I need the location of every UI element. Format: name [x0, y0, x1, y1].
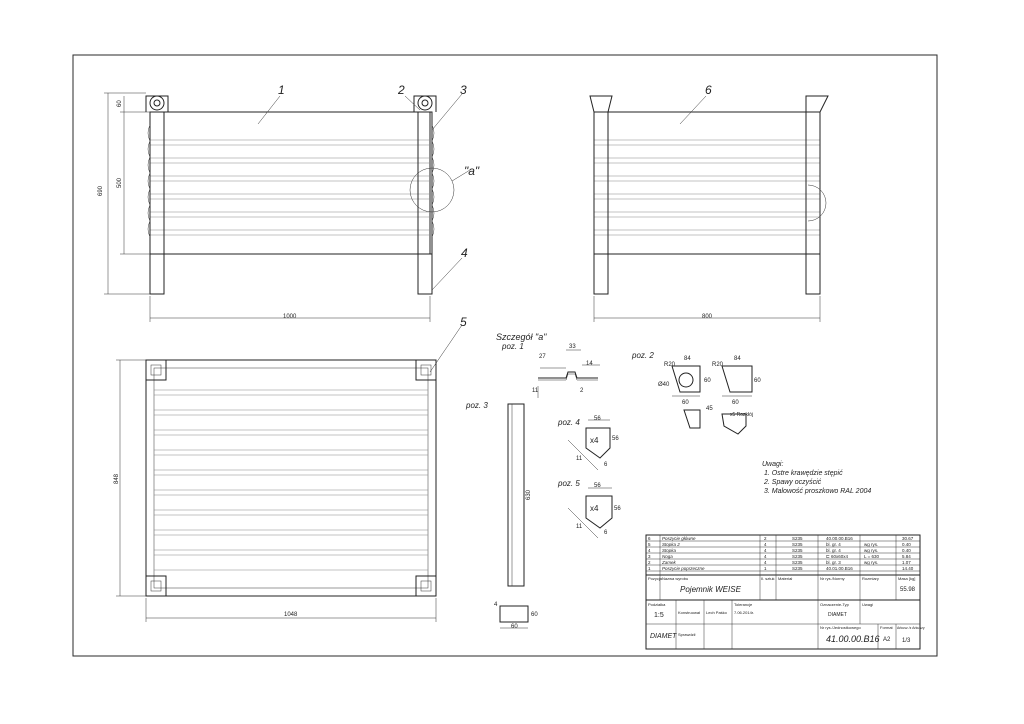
label-details-p5_56b: 56 — [614, 506, 621, 512]
label-titleblock-uwagi: Uwagi — [862, 602, 874, 607]
bom-cell-poz: 4 — [648, 548, 651, 553]
sheet-number: 1/3 — [902, 638, 911, 644]
bom-cell-poz: 2 — [648, 560, 651, 565]
label-titleblock-date: 7.06.2014r. — [734, 610, 755, 615]
dim-top-width: 1048 — [284, 612, 298, 618]
label-details-p4_56b: 56 — [612, 436, 619, 442]
bom-cell-mass: 30.67 — [902, 536, 914, 541]
bom-cell-dim: wg rys. — [864, 548, 879, 553]
scale: 1:5 — [654, 612, 664, 619]
note-1: 1. Ostre krawędzie stępić — [764, 470, 843, 477]
dim-side-width: 800 — [702, 314, 713, 320]
label-titleblock-nr_l: Nr rys./Jednostkowego — [820, 625, 861, 630]
bom-cell-name: Poszycie poprzeczne — [662, 566, 705, 571]
label-details-d14: 14 — [586, 361, 593, 367]
label-poz5: poz. 5 — [558, 479, 580, 488]
label-titleblock-h_norm: Nr rys./Normy — [820, 576, 845, 581]
bom-cell-mat: S235 — [792, 560, 803, 565]
callout-6: 6 — [705, 83, 712, 97]
label-details-d60d: 60 — [754, 378, 761, 384]
callout-2: 2 — [398, 83, 405, 97]
product-name: Pojemnik WEISE — [680, 585, 741, 594]
label-titleblock-h_dim: Rozmiary — [862, 576, 879, 581]
bom-cell-mass: 0.40 — [902, 548, 911, 553]
label-titleblock-scale_l: Podziałka — [648, 602, 666, 607]
label-details-p5_6: 6 — [604, 530, 608, 536]
bom-cell-mat: S235 — [792, 554, 803, 559]
label-details-p5_11: 11 — [576, 524, 583, 530]
bom-cell-qty: 1 — [764, 566, 767, 571]
bom-cell-poz: 3 — [648, 554, 651, 559]
label-details-p5_56: 56 — [594, 483, 601, 489]
label-poz1: poz. 1 — [502, 342, 524, 351]
bom-cell-mass: 14.40 — [902, 566, 914, 571]
label-details-d2: 2 — [580, 388, 584, 394]
label-poz4: poz. 4 — [558, 418, 580, 427]
dim-front-width: 1000 — [283, 314, 297, 320]
bom-cell-qty: 2 — [764, 536, 767, 541]
bom-cell-poz: 5 — [648, 542, 651, 547]
bom-cell-name: Poszycie główne — [662, 536, 696, 541]
bom-cell-mass: 5.84 — [902, 554, 911, 559]
bom-cell-qty: 4 — [764, 548, 767, 553]
label-details-d60e: 60 — [531, 612, 538, 618]
label-titleblock-h_poz: Pozycja — [648, 576, 663, 581]
label-details-p4_6: 6 — [604, 462, 608, 468]
label-titleblock-h_name: Nazwa wyrobu — [662, 576, 689, 581]
callout-5: 5 — [460, 315, 467, 329]
bom-cell-norm: ⊏ 60x60x4 — [826, 554, 849, 559]
bom-cell-qty: 4 — [764, 560, 767, 565]
bom-cell-mat: S235 — [792, 542, 803, 547]
label-details-d40: Ø40 — [658, 382, 670, 388]
front-view — [104, 93, 470, 322]
side-view — [590, 96, 828, 322]
bom-cell-mass: 0.40 — [902, 542, 911, 547]
label-titleblock-h_mass: Masa [kg] — [898, 576, 916, 581]
bom-cell-dim: wg rys. — [864, 542, 879, 547]
note-2: 2. Spawy oczyścić — [764, 479, 822, 486]
bom-cell-poz: 1 — [648, 566, 651, 571]
note-3: 3. Malowość proszkowo RAL 2004 — [764, 488, 872, 495]
detail-a-title: Szczegół "a" — [496, 332, 547, 342]
label-titleblock-obr: Oznaczenie-Typ — [820, 602, 849, 607]
label-details-d84b: 84 — [734, 356, 741, 362]
label-details-r20b: R20 — [712, 362, 724, 368]
callout-1: 1 — [278, 83, 285, 97]
label-titleblock-spr: Sprawdził — [678, 632, 696, 637]
label-titleblock-h_mat: Materiał — [778, 576, 793, 581]
bom-cell-mat: S235 — [792, 548, 803, 553]
dim-front-inner: 500 — [117, 177, 123, 188]
dim-front-height: 690 — [98, 185, 104, 196]
label-titleblock-tol: Tolerancje — [734, 602, 753, 607]
bom-cell-dim: wg rys. — [864, 560, 879, 565]
dim-front-top: 60 — [117, 100, 123, 107]
label-details-zawias: x5 Rozkłój — [730, 412, 754, 418]
label-details-d60f: 60 — [511, 624, 518, 630]
label-titleblock-obr_v: DIAMET — [828, 612, 847, 618]
dim-top-height: 848 — [114, 473, 120, 484]
callout-a: "a" — [464, 164, 480, 178]
label-details-d630: 630 — [526, 489, 532, 500]
bom-cell-name: Zamek — [662, 560, 676, 565]
notes-title: Uwagi: — [762, 461, 784, 468]
bom-cell-mat: S235 — [792, 566, 803, 571]
label-details-d60c: 60 — [704, 378, 711, 384]
label-details-d45: 45 — [706, 406, 713, 412]
label-poz2: poz. 2 — [632, 351, 654, 360]
bom-cell-norm: 40.01.00.B16 — [826, 566, 853, 571]
label-titleblock-sheet_l: Arkusz /z Arkuszy — [897, 626, 925, 630]
bom-cell-dim: L = 630 — [864, 554, 879, 559]
label-details-d84a: 84 — [684, 356, 691, 362]
label-details-d60b: 60 — [732, 400, 739, 406]
label-details-r20a: R20 — [664, 362, 676, 368]
bom-cell-name: Stopka 2 — [662, 542, 680, 547]
label-details-p4_56: 56 — [594, 416, 601, 422]
callout-3: 3 — [460, 83, 467, 97]
label-poz3: poz. 3 — [466, 401, 488, 410]
label-details-d11: 11 — [532, 388, 539, 394]
callout-4: 4 — [461, 246, 468, 260]
label-titleblock-fmt_l: Format — [880, 625, 893, 630]
label-details-d60a: 60 — [682, 400, 689, 406]
label-details-d27: 27 — [539, 354, 546, 360]
bom-cell-norm: bl. gr. 4 — [826, 542, 841, 547]
bom-cell-poz: 6 — [648, 536, 651, 541]
bom-cell-mat: S235 — [792, 536, 803, 541]
drawing-number: 41.00.00.B16 — [826, 634, 880, 644]
label-titleblock-konstr: Konstruował — [678, 610, 701, 615]
top-view — [116, 325, 462, 622]
bom-cell-norm: bl. gr. 4 — [826, 548, 841, 553]
bom-cell-qty: 4 — [764, 542, 767, 547]
bom-cell-name: Stopka — [662, 548, 677, 553]
bom-cell-name: Noga — [662, 554, 673, 559]
label-titleblock-h_qty: Il. sztuk — [761, 576, 775, 581]
bom-cell-norm: bl. gr. 3 — [826, 560, 841, 565]
label-details-p4_x4: x4 — [590, 436, 599, 445]
bom-cell-norm: 40.00.00.B16 — [826, 536, 853, 541]
label-details-d4: 4 — [494, 602, 498, 608]
bom-cell-mass: 1.07 — [902, 560, 911, 565]
label-details-p5_x4: x4 — [590, 504, 599, 513]
label-details-d33: 33 — [569, 344, 576, 350]
total-mass: 55.98 — [900, 587, 916, 593]
company-name: DIAMET — [650, 633, 677, 640]
label-titleblock-konstr_n: Lech Paśko — [706, 610, 727, 615]
label-details-p4_11: 11 — [576, 456, 583, 462]
format: A2 — [883, 637, 891, 643]
bom-cell-qty: 4 — [764, 554, 767, 559]
